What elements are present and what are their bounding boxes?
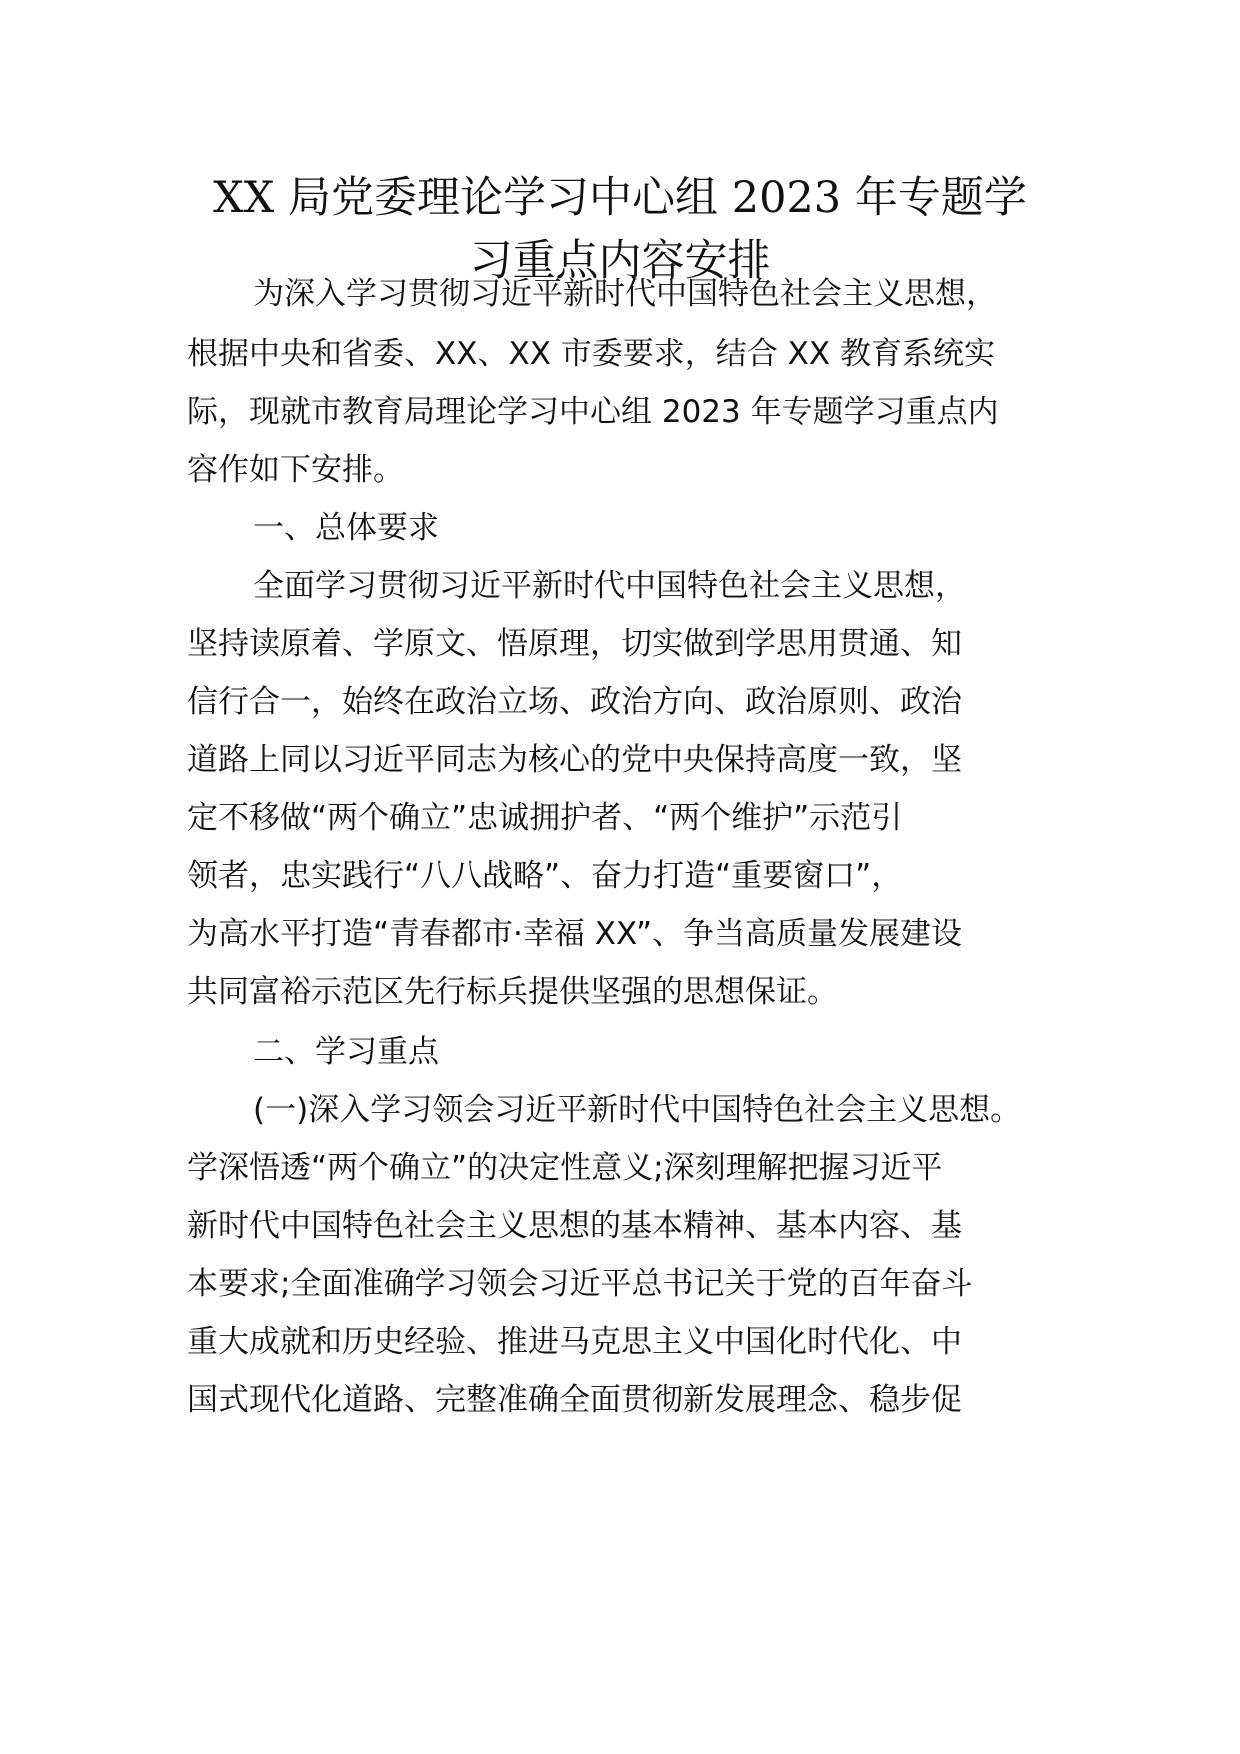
paragraph-intro-line: 容作如下安排。 bbox=[187, 452, 404, 488]
paragraph-focus-line: (一)深入学习领会习近平新时代中国特色社会主义思想。 bbox=[253, 1092, 1022, 1128]
document-title-line-2: 习重点内容安排 bbox=[469, 236, 771, 286]
paragraph-intro-line: 为深入学习贯彻习近平新时代中国特色社会主义思想， bbox=[253, 276, 997, 312]
paragraph-requirements-line: 为高水平打造“青春都市·幸福 XX”、争当高质量发展建设 bbox=[187, 916, 963, 952]
paragraph-requirements-line: 道路上同以习近平同志为核心的党中央保持高度一致，坚 bbox=[187, 742, 962, 778]
paragraph-requirements-line: 坚持读原着、学原文、悟原理，切实做到学思用贯通、知 bbox=[187, 626, 962, 662]
paragraph-intro-line: 根据中央和省委、XX、XX 市委要求，结合 XX 教育系统实 bbox=[187, 336, 995, 372]
paragraph-focus-line: 学深悟透“两个确立”的决定性意义;深刻理解把握习近平 bbox=[187, 1150, 943, 1186]
paragraph-requirements-line: 定不移做“两个确立”忠诚拥护者、“两个维护”示范引 bbox=[187, 800, 903, 836]
document-title-line-1: XX 局党委理论学习中心组 2023 年专题学 bbox=[213, 173, 1027, 223]
section-heading-general-requirements: 一、总体要求 bbox=[253, 510, 439, 546]
paragraph-requirements-line: 领者，忠实践行“八八战略”、奋力打造“重要窗口”， bbox=[187, 858, 903, 894]
section-heading-study-focus: 二、学习重点 bbox=[253, 1034, 439, 1070]
paragraph-requirements-line: 全面学习贯彻习近平新时代中国特色社会主义思想， bbox=[253, 568, 966, 604]
paragraph-focus-line: 重大成就和历史经验、推进马克思主义中国化时代化、中 bbox=[187, 1324, 962, 1360]
paragraph-requirements-line: 共同富裕示范区先行标兵提供坚强的思想保证。 bbox=[187, 974, 838, 1010]
paragraph-focus-line: 新时代中国特色社会主义思想的基本精神、基本内容、基 bbox=[187, 1208, 962, 1244]
paragraph-intro-line: 际，现就市教育局理论学习中心组 2023 年专题学习重点内 bbox=[187, 394, 999, 430]
paragraph-requirements-line: 信行合一，始终在政治立场、政治方向、政治原则、政治 bbox=[187, 684, 962, 720]
paragraph-focus-line: 国式现代化道路、完整准确全面贯彻新发展理念、稳步促 bbox=[187, 1382, 962, 1418]
paragraph-focus-line: 本要求;全面准确学习领会习近平总书记关于党的百年奋斗 bbox=[187, 1266, 973, 1302]
